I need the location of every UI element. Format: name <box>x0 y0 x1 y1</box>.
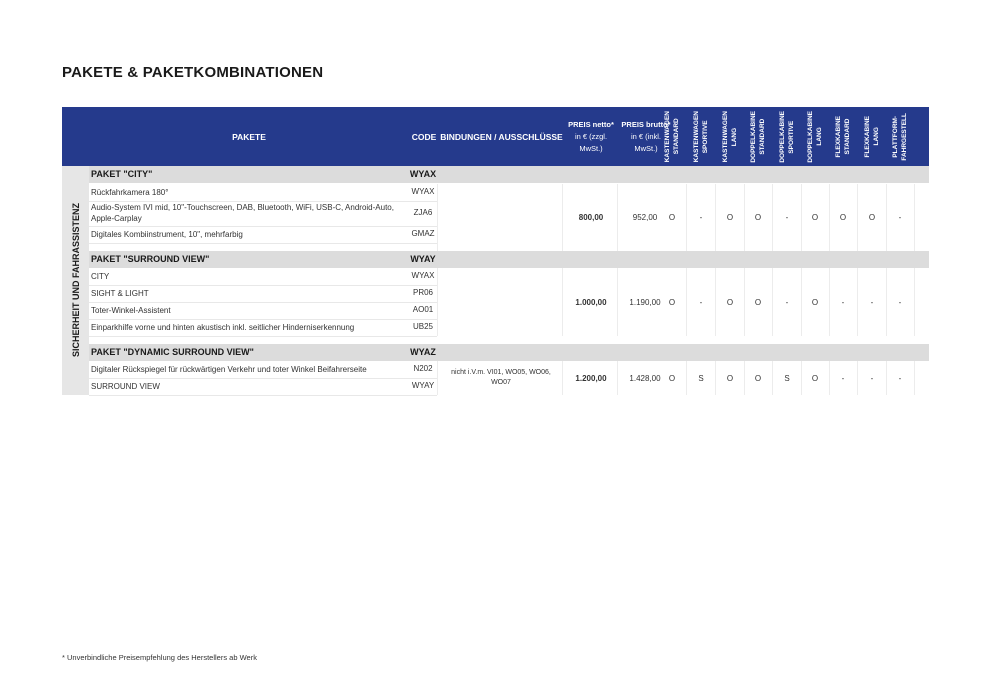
column-divider <box>857 361 858 395</box>
availability-cell <box>687 184 715 251</box>
availability-cell-value: - <box>785 297 789 307</box>
price-brutto-value: 1.190,00 <box>629 297 661 307</box>
availability-cell-value: O <box>726 213 734 222</box>
availability-cell <box>744 268 772 336</box>
item-description: Rückfahrkamera 180° <box>91 188 169 197</box>
header-variant-0 <box>658 107 686 166</box>
availability-cell-value: O <box>811 297 819 307</box>
availability-cell <box>829 268 857 336</box>
column-divider <box>744 361 745 395</box>
package-code: WYAX <box>409 169 437 179</box>
availability-cell <box>801 184 829 251</box>
price-netto-value: 1.200,00 <box>575 373 607 383</box>
header-price-brutto-sub1: in € (inkl. <box>630 131 661 141</box>
header-price-netto-title: PREIS netto* <box>568 119 614 129</box>
availability-cell <box>658 184 686 251</box>
availability-cell-value: - <box>898 213 902 222</box>
availability-cell-value: O <box>839 213 847 222</box>
package-code: WYAY <box>410 254 436 264</box>
item-description: Toter-Winkel-Assistent <box>91 306 171 315</box>
column-divider <box>857 268 858 336</box>
section-label <box>62 166 89 395</box>
item-description: Einparkhilfe vorne und hinten akustisch inkl. seitlicher Hinderniserkennung <box>91 323 355 332</box>
availability-cell <box>716 184 744 251</box>
package-header-row <box>89 251 929 268</box>
availability-cell-value: O <box>668 373 676 383</box>
header-variant-5 <box>801 107 829 166</box>
column-divider <box>562 268 563 336</box>
column-divider <box>562 184 563 251</box>
header-variant-label: KASTENWAGEN LANG <box>722 110 738 163</box>
column-divider <box>914 361 915 395</box>
table-row <box>89 302 437 320</box>
bindungen-cell <box>442 268 560 336</box>
availability-cell <box>744 184 772 251</box>
availability-cell <box>773 268 801 336</box>
package-name: PAKET "DYNAMIC SURROUND VIEW" <box>91 347 254 357</box>
price-netto <box>564 184 618 251</box>
availability-cell <box>886 361 914 395</box>
header-variant-label: FLEXKABINE STANDARD <box>835 115 851 158</box>
column-divider <box>829 361 830 395</box>
header-variant-label: FLEXKABINE LANG <box>864 115 880 158</box>
item-code: WYAY <box>411 381 435 390</box>
column-divider <box>744 268 745 336</box>
availability-cell <box>801 361 829 395</box>
availability-cell <box>716 361 744 395</box>
availability-cell-value: O <box>726 297 734 307</box>
header-variant-label: DOPPELKABINE LANG <box>807 110 823 163</box>
item-code: ZJA6 <box>413 208 433 217</box>
column-divider <box>772 268 773 336</box>
column-divider <box>801 361 802 395</box>
availability-cell <box>687 268 715 336</box>
availability-cell-value: O <box>754 297 762 307</box>
availability-cell-value: - <box>785 213 789 222</box>
header-variant-label: DOPPELKABINE SPORTIVE <box>779 110 795 163</box>
package-header-row <box>89 166 929 183</box>
availability-cell-value: - <box>898 297 902 307</box>
package-name: PAKET "CITY" <box>91 169 153 179</box>
column-divider <box>437 184 438 251</box>
price-netto-value: 800,00 <box>578 213 604 222</box>
package-code: WYAZ <box>410 347 436 357</box>
table-row <box>89 319 437 337</box>
item-code: N202 <box>413 364 433 373</box>
column-divider <box>715 184 716 251</box>
column-divider <box>437 361 438 395</box>
availability-cell-value: O <box>811 213 819 222</box>
availability-cell <box>773 361 801 395</box>
section-label-text: SICHERHEIT UND FAHRASSISTENZ <box>70 203 81 358</box>
availability-cell-value: S <box>698 373 704 383</box>
header-pakete: PAKETE <box>232 131 266 142</box>
availability-cell-value: S <box>784 373 790 383</box>
column-divider <box>801 184 802 251</box>
column-divider <box>886 184 887 251</box>
availability-cell <box>829 184 857 251</box>
price-netto <box>564 268 618 336</box>
column-divider <box>715 361 716 395</box>
column-divider <box>801 268 802 336</box>
availability-cell <box>858 361 886 395</box>
item-description: Digitales Kombiinstrument, 10", mehrfarbig <box>91 230 243 239</box>
header-variant-7 <box>858 107 886 166</box>
availability-cell <box>801 268 829 336</box>
availability-cell-value: - <box>841 297 845 307</box>
availability-cell-value: O <box>754 213 762 222</box>
header-price-netto-sub1: in € (zzgl. <box>574 131 608 141</box>
availability-cell-value: - <box>898 373 902 383</box>
header-variant-3 <box>744 107 772 166</box>
column-divider <box>562 361 563 395</box>
availability-cell-value: - <box>870 373 874 383</box>
column-divider <box>715 268 716 336</box>
column-divider <box>686 184 687 251</box>
header-variant-1 <box>687 107 715 166</box>
availability-cell-value: - <box>841 373 845 383</box>
availability-cell <box>744 361 772 395</box>
column-divider <box>617 361 618 395</box>
package-name: PAKET "SURROUND VIEW" <box>91 254 210 264</box>
availability-cell-value: O <box>754 373 762 383</box>
availability-cell <box>687 361 715 395</box>
availability-cell-value: O <box>811 373 819 383</box>
bindungen-cell <box>442 361 560 395</box>
table-row <box>89 226 437 244</box>
item-description: Digitaler Rückspiegel für rückwärtigen Verkehr und toter Winkel Beifahrerseite <box>91 365 367 374</box>
column-divider <box>437 268 438 336</box>
column-divider <box>686 268 687 336</box>
column-divider <box>914 268 915 336</box>
header-variant-6 <box>829 107 857 166</box>
header-variant-4 <box>773 107 801 166</box>
item-description: CITY <box>91 272 110 281</box>
column-divider <box>914 184 915 251</box>
header-variant-label: KASTENWAGEN SPORTIVE <box>693 110 709 163</box>
table-row <box>89 201 437 227</box>
availability-cell <box>829 361 857 395</box>
availability-cell-value: - <box>699 213 703 222</box>
table-row <box>89 268 437 286</box>
column-divider <box>886 268 887 336</box>
column-divider <box>617 184 618 251</box>
availability-cell-value: O <box>726 373 734 383</box>
bindungen-cell <box>442 184 560 251</box>
price-brutto-value: 952,00 <box>632 213 658 222</box>
header-bindungen: BINDUNGEN / AUSSCHLÜSSE <box>440 131 563 142</box>
availability-cell <box>773 184 801 251</box>
availability-cell <box>858 268 886 336</box>
column-divider <box>772 361 773 395</box>
header-code: CODE <box>411 131 437 142</box>
package-header-row <box>89 344 929 361</box>
table-header <box>62 107 929 166</box>
column-divider <box>857 184 858 251</box>
column-divider <box>744 184 745 251</box>
column-divider <box>617 268 618 336</box>
item-code: AO01 <box>412 305 434 314</box>
price-netto <box>564 361 618 395</box>
item-description: Audio-System IVI mid, 10"-Touchscreen, DAB, Bluetooth, WiFi, USB-C, Android-Auto, Apple-Carplay <box>91 203 394 223</box>
availability-cell-value: - <box>870 297 874 307</box>
footnote: * Unverbindliche Preisempfehlung des Herstellers ab Werk <box>62 653 257 662</box>
table-row <box>89 378 437 396</box>
availability-cell <box>716 268 744 336</box>
column-divider <box>772 184 773 251</box>
bindungen-cell-value: nicht i.V.m. VI01, WO05, WO06, WO07 <box>451 369 551 386</box>
item-code: UB25 <box>412 322 433 331</box>
table-row <box>89 184 437 202</box>
availability-cell <box>858 184 886 251</box>
availability-cell <box>886 268 914 336</box>
header-variant-label: DOPPELKABINE STANDARD <box>750 110 766 163</box>
availability-cell <box>658 268 686 336</box>
header-variant-label: KASTENWAGEN STANDARD <box>664 110 680 163</box>
table-row <box>89 361 437 379</box>
item-code: WYAX <box>411 271 435 280</box>
header-price-netto-sub2: MwSt.) <box>579 143 603 153</box>
price-brutto-value: 1.428,00 <box>629 373 661 383</box>
item-code: PR06 <box>412 288 433 297</box>
column-divider <box>829 268 830 336</box>
header-variant-8 <box>886 107 914 166</box>
availability-cell-value: O <box>668 213 676 222</box>
price-netto-value: 1.000,00 <box>575 297 607 307</box>
header-price-netto <box>564 107 618 166</box>
column-divider <box>686 361 687 395</box>
availability-cell-value: O <box>668 297 676 307</box>
availability-cell <box>658 361 686 395</box>
table-row <box>89 285 437 303</box>
item-description: SIGHT & LIGHT <box>91 289 149 298</box>
item-description: SURROUND VIEW <box>91 382 160 391</box>
item-code: GMAZ <box>411 229 435 238</box>
header-variant-2 <box>716 107 744 166</box>
header-price-brutto-title: PREIS brutto* <box>621 119 671 129</box>
availability-cell-value: O <box>868 213 876 222</box>
column-divider <box>829 184 830 251</box>
item-code: WYAX <box>411 187 435 196</box>
header-variant-label: PLATTFORM- FAHRGESTELL <box>892 112 908 161</box>
header-price-brutto-sub2: MwSt.) <box>634 143 658 153</box>
page-title: PAKETE & PAKETKOMBINATIONEN <box>62 64 324 81</box>
column-divider <box>886 361 887 395</box>
availability-cell-value: - <box>699 297 703 307</box>
availability-cell <box>886 184 914 251</box>
